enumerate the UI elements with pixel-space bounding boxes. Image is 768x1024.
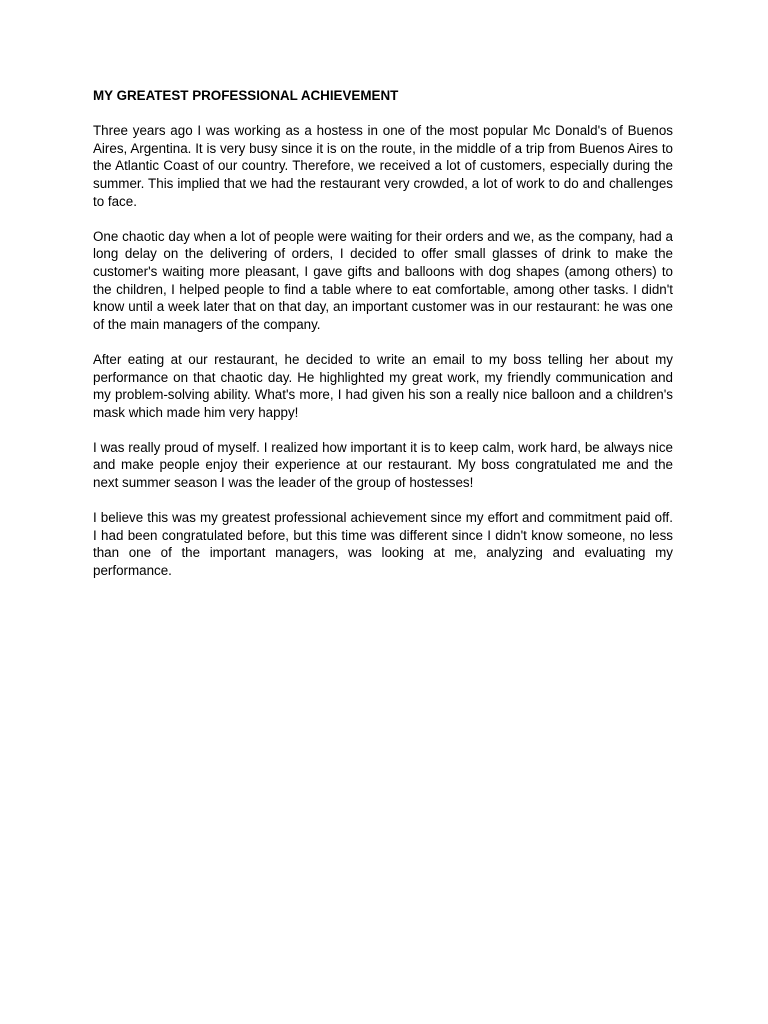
paragraph-5: I believe this was my greatest professional achievement since my effort and commitment paid off. I had been congratulated before, but this time was different since I didn't know someone, no less than one of the important managers, was looking at me, analyzing and evaluating my performance. xyxy=(93,510,673,579)
document-body xyxy=(93,87,673,597)
paragraph-3: After eating at our restaurant, he decided to write an email to my boss telling her about my performance on that chaotic day. He highlighted my great work, my friendly communication and my problem-solving ability. What's more, I had given his son a really nice balloon and a children's mask which made him very happy! xyxy=(93,351,673,420)
document-title: MY GREATEST PROFESSIONAL ACHIEVEMENT xyxy=(93,88,399,103)
paragraph-4: I was really proud of myself. I realized how important it is to keep calm, work hard, be always nice and make people enjoy their experience at our restaurant. My boss congratulated me and the next summer season I was the leader of the group of hostesses! xyxy=(93,439,673,491)
paragraph-2: One chaotic day when a lot of people were waiting for their orders and we, as the company, had a long delay on the delivering of orders, I decided to offer small glasses of drink to make the customer's waiting more pleasant, I gave gifts and balloons with dog shapes (among others) to the children, I helped people to find a table where to eat comfortable, among other tasks. I didn't know until a week later that on that day, an important customer was in our restaurant: he was one of the main managers of the company. xyxy=(93,228,673,332)
paragraph-1: Three years ago I was working as a hostess in one of the most popular Mc Donald's of Buenos Aires, Argentina. It is very busy since it is on the route, in the middle of a trip from Buenos Aires to the Atlantic Coast of our country. Therefore, we received a lot of customers, especially during the summer. This implied that we had the restaurant very crowded, a lot of work to do and challenges to face. xyxy=(93,123,673,209)
